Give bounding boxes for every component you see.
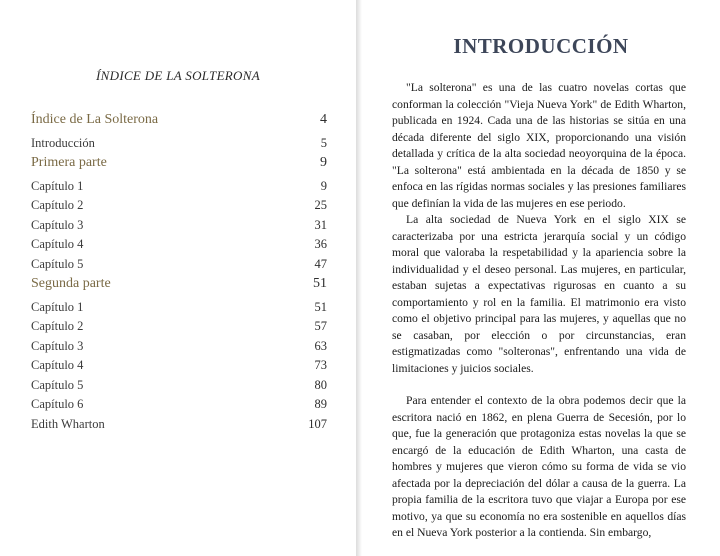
paragraph: Para entender el contexto de la obra podemos decir que la escritora nació en 1862, en plena Guerra de Secesión, por lo que, fue la generación que protagoniza estas novelas la que se encargó de la educación de Edith Wharton, una casta de hombres y mujeres que vieron cómo su forma de vida se vio afectada por la depreciación del dólar a causa de la guerra. La propia familia de la escritora tuvo que viajar a Europa por ese motivo, ya que su economía no era sostenible en aquellos días en el Nueva York posterior a la contienda. Sin embargo, [392,394,686,539]
toc-entry-label: Capítulo 2 [31,198,84,212]
toc-entry-page: 89 [314,397,327,411]
toc-entry[interactable] [31,337,327,357]
toc-entry-label: Capítulo 2 [31,319,84,333]
toc-entry-label: Edith Wharton [31,416,105,431]
body-text [392,80,686,542]
toc-entry[interactable] [31,235,327,255]
toc-entry[interactable] [31,177,327,197]
toc-entry-label: Segunda parte [31,276,111,291]
toc-entry-page: 9 [320,155,327,170]
toc-entry-label: Capítulo 4 [31,358,84,372]
toc-entry-page: 36 [314,237,327,251]
toc-entry-page: 9 [320,178,327,193]
toc-entry-page: 31 [314,217,327,232]
toc-entry[interactable] [31,110,327,130]
table-of-contents [31,110,327,434]
toc-entry-label: Introducción [31,135,95,150]
toc-entry-label: Índice de La Solterona [31,112,159,127]
toc-entry[interactable] [31,274,327,294]
paragraph: "La solterona" es una de las cuatro novelas cortas que conforman la colección "Vieja Nueva York" de Edith Wharton, publicada en 1924. Cada una de las historias se sitúa en una década diferente del siglo XIX, proporcionando una visión detallada y crítica de la alta sociedad neoyorquina de la época. "La solterona" está ambientada en la década de 1850 y se enfoca en las rígidas normas sociales y las presiones familiares que definían la vida de las mujeres en ese periodo. [392,81,686,210]
toc-entry[interactable] [31,216,327,236]
toc-entry-page: 4 [320,112,327,127]
toc-entry[interactable] [31,395,327,415]
toc-entry-page: 80 [314,377,327,392]
toc-entry-label: Capítulo 3 [31,217,84,232]
paragraph: La alta sociedad de Nueva York en el siglo XIX se caracterizaba por una estricta jerarquía social y un código moral que valoraba la respetabilidad y la apariencia sobre la individualidad y el deseo personal. Las mujeres, en particular, estaban sujetas a expectativas rigurosas en cuanto a su comportamiento y rol en la familia. El matrimonio era visto como el objetivo principal para las mujeres, y aquellas que no se casaban, por elección o por circunstancias, eran estigmatizadas como "solteronas", enfrentando una vida de limitaciones y juicios sociales. [392,213,686,375]
toc-entry-page: 73 [314,358,327,372]
toc-entry[interactable] [31,298,327,318]
toc-entry[interactable] [31,153,327,173]
toc-entry-page: 5 [320,135,327,150]
toc-entry-page: 107 [308,416,327,431]
toc-entry-label: Capítulo 5 [31,377,84,392]
toc-entry[interactable] [31,317,327,337]
toc-entry-page: 57 [314,319,327,333]
toc-entry[interactable] [31,415,327,435]
toc-entry-label: Capítulo 1 [31,299,84,314]
toc-entry-page: 47 [314,256,327,271]
toc-entry-page: 63 [314,338,327,353]
toc-entry-label: Capítulo 1 [31,178,84,193]
toc-entry[interactable] [31,376,327,396]
toc-entry-label: Capítulo 3 [31,338,84,353]
toc-entry-label: Capítulo 6 [31,397,84,411]
toc-entry[interactable] [31,196,327,216]
toc-entry[interactable] [31,134,327,154]
page-title: INTRODUCCIÓN [453,34,629,58]
left-page [0,0,356,556]
toc-entry-label: Capítulo 5 [31,256,84,271]
toc-entry-label: Capítulo 4 [31,237,84,251]
toc-entry[interactable] [31,356,327,376]
toc-entry-label: Primera parte [31,155,107,170]
toc-entry[interactable] [31,255,327,275]
right-page [362,0,720,556]
toc-entry-page: 51 [314,299,327,314]
toc-heading: ÍNDICE DE LA SOLTERONA [96,68,260,83]
toc-entry-page: 51 [313,276,327,291]
toc-entry-page: 25 [314,198,327,212]
